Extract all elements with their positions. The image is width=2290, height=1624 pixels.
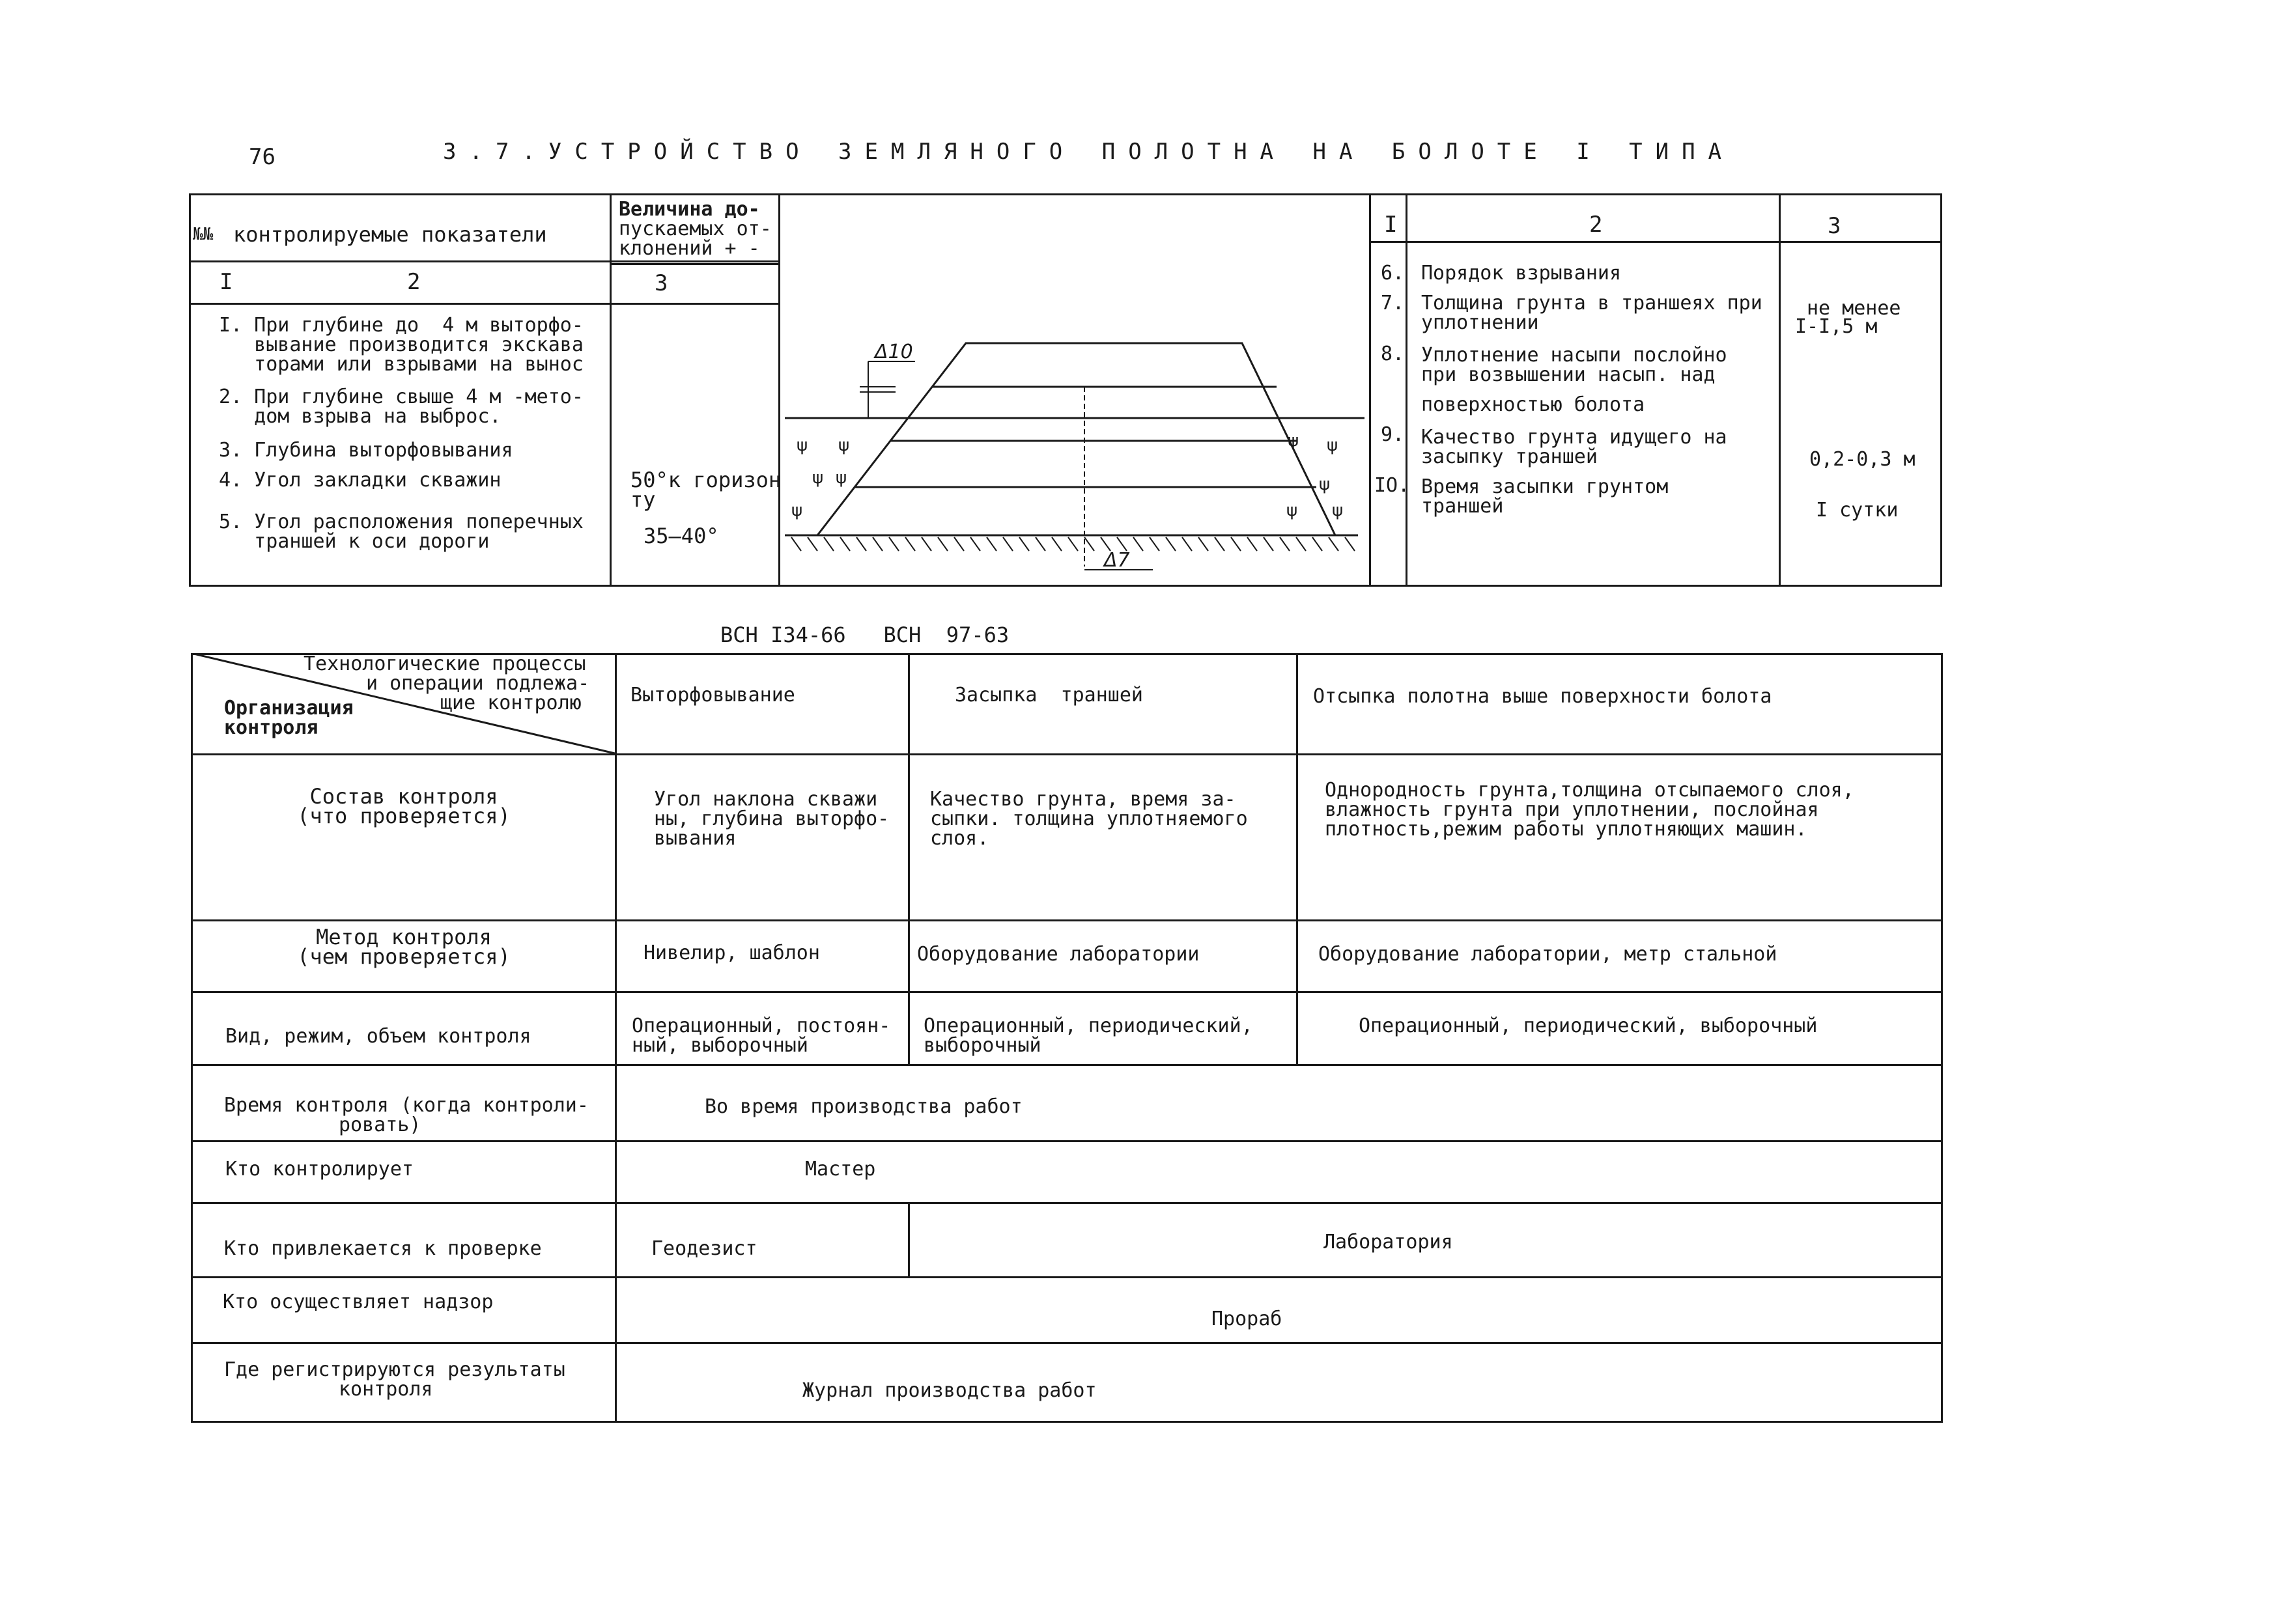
cell-involved-laboratory: Лаборатория <box>1323 1231 1453 1253</box>
indicator-value-5: 35–40° <box>643 524 719 548</box>
cell-type-embankment: Операционный, периодический, выборочный <box>1359 1015 1818 1037</box>
right-colnum-3: 3 <box>1828 213 1841 239</box>
cell-involved-geodesist: Геодезист <box>651 1237 757 1260</box>
column-header-peat-removal: Выторфовывание <box>630 684 795 707</box>
cell-method-embankment: Оборудование лаборатории, метр стальной <box>1318 943 1777 966</box>
row-label-who-involved: Кто привлекается к проверке <box>224 1237 542 1260</box>
cell-who-controls: Мастер <box>805 1158 876 1181</box>
top-dim-label: Δ10 <box>875 341 913 363</box>
indicators-header: контролируемые показатели <box>233 222 547 247</box>
row-label-control-type: Вид, режим, объем контроля <box>225 1025 531 1048</box>
cell-method-peat: Нивелир, шаблон <box>643 942 820 964</box>
svg-text:ψ: ψ <box>791 501 803 520</box>
page-title: 3.7.УСТРОЙСТВО ЗЕМЛЯНОГО ПОЛОТНА НА БОЛОТЕ I ТИПА <box>443 139 1735 165</box>
svg-text:ψ: ψ <box>812 468 824 488</box>
cell-supervision: Прораб <box>1211 1308 1282 1330</box>
colnum-1: I <box>219 269 233 295</box>
right-colnum-2: 2 <box>1589 212 1603 238</box>
standards-reference: ВСН I34-66 ВСН 97-63 <box>720 623 1010 647</box>
colnum-2: 2 <box>407 269 421 295</box>
cell-method-trench: Оборудование лаборатории <box>917 943 1200 966</box>
svg-text:ψ: ψ <box>838 436 850 455</box>
column-header-trench-filling: Засыпка траншей <box>955 684 1143 707</box>
marsh-symbols <box>791 431 1343 520</box>
svg-text:ψ: ψ <box>1288 431 1299 451</box>
cell-time-merged: Во время производства работ <box>705 1095 1023 1118</box>
row-label-supervision: Кто осуществляет надзор <box>223 1291 494 1313</box>
row-label-who-controls: Кто контролирует <box>225 1158 414 1181</box>
svg-text:ψ: ψ <box>797 436 808 455</box>
soil-hatching <box>791 537 1355 551</box>
colnum-3: 3 <box>655 270 668 296</box>
embankment-diagram <box>778 306 1368 586</box>
svg-text:ψ: ψ <box>1319 475 1331 494</box>
right-colnum-1: I <box>1384 212 1398 238</box>
svg-text:ψ: ψ <box>1332 501 1344 520</box>
cell-registration: Журнал производства работ <box>802 1379 1097 1402</box>
indicator-item-3: 3. Глубина выторфовывания <box>219 439 513 462</box>
embankment-outline <box>817 343 1335 535</box>
column-header-embankment-filling: Отсыпка полотна выше поверхности болота <box>1313 685 1772 708</box>
bottom-dim-label: Δ7 <box>1104 549 1130 572</box>
page-number: 76 <box>249 144 276 170</box>
num-header: №№ <box>193 225 214 244</box>
indicator-item-4: 4. Угол закладки скважин <box>219 469 502 492</box>
svg-text:ψ: ψ <box>1327 436 1338 455</box>
svg-text:ψ: ψ <box>1286 501 1298 520</box>
svg-text:ψ: ψ <box>836 468 847 488</box>
